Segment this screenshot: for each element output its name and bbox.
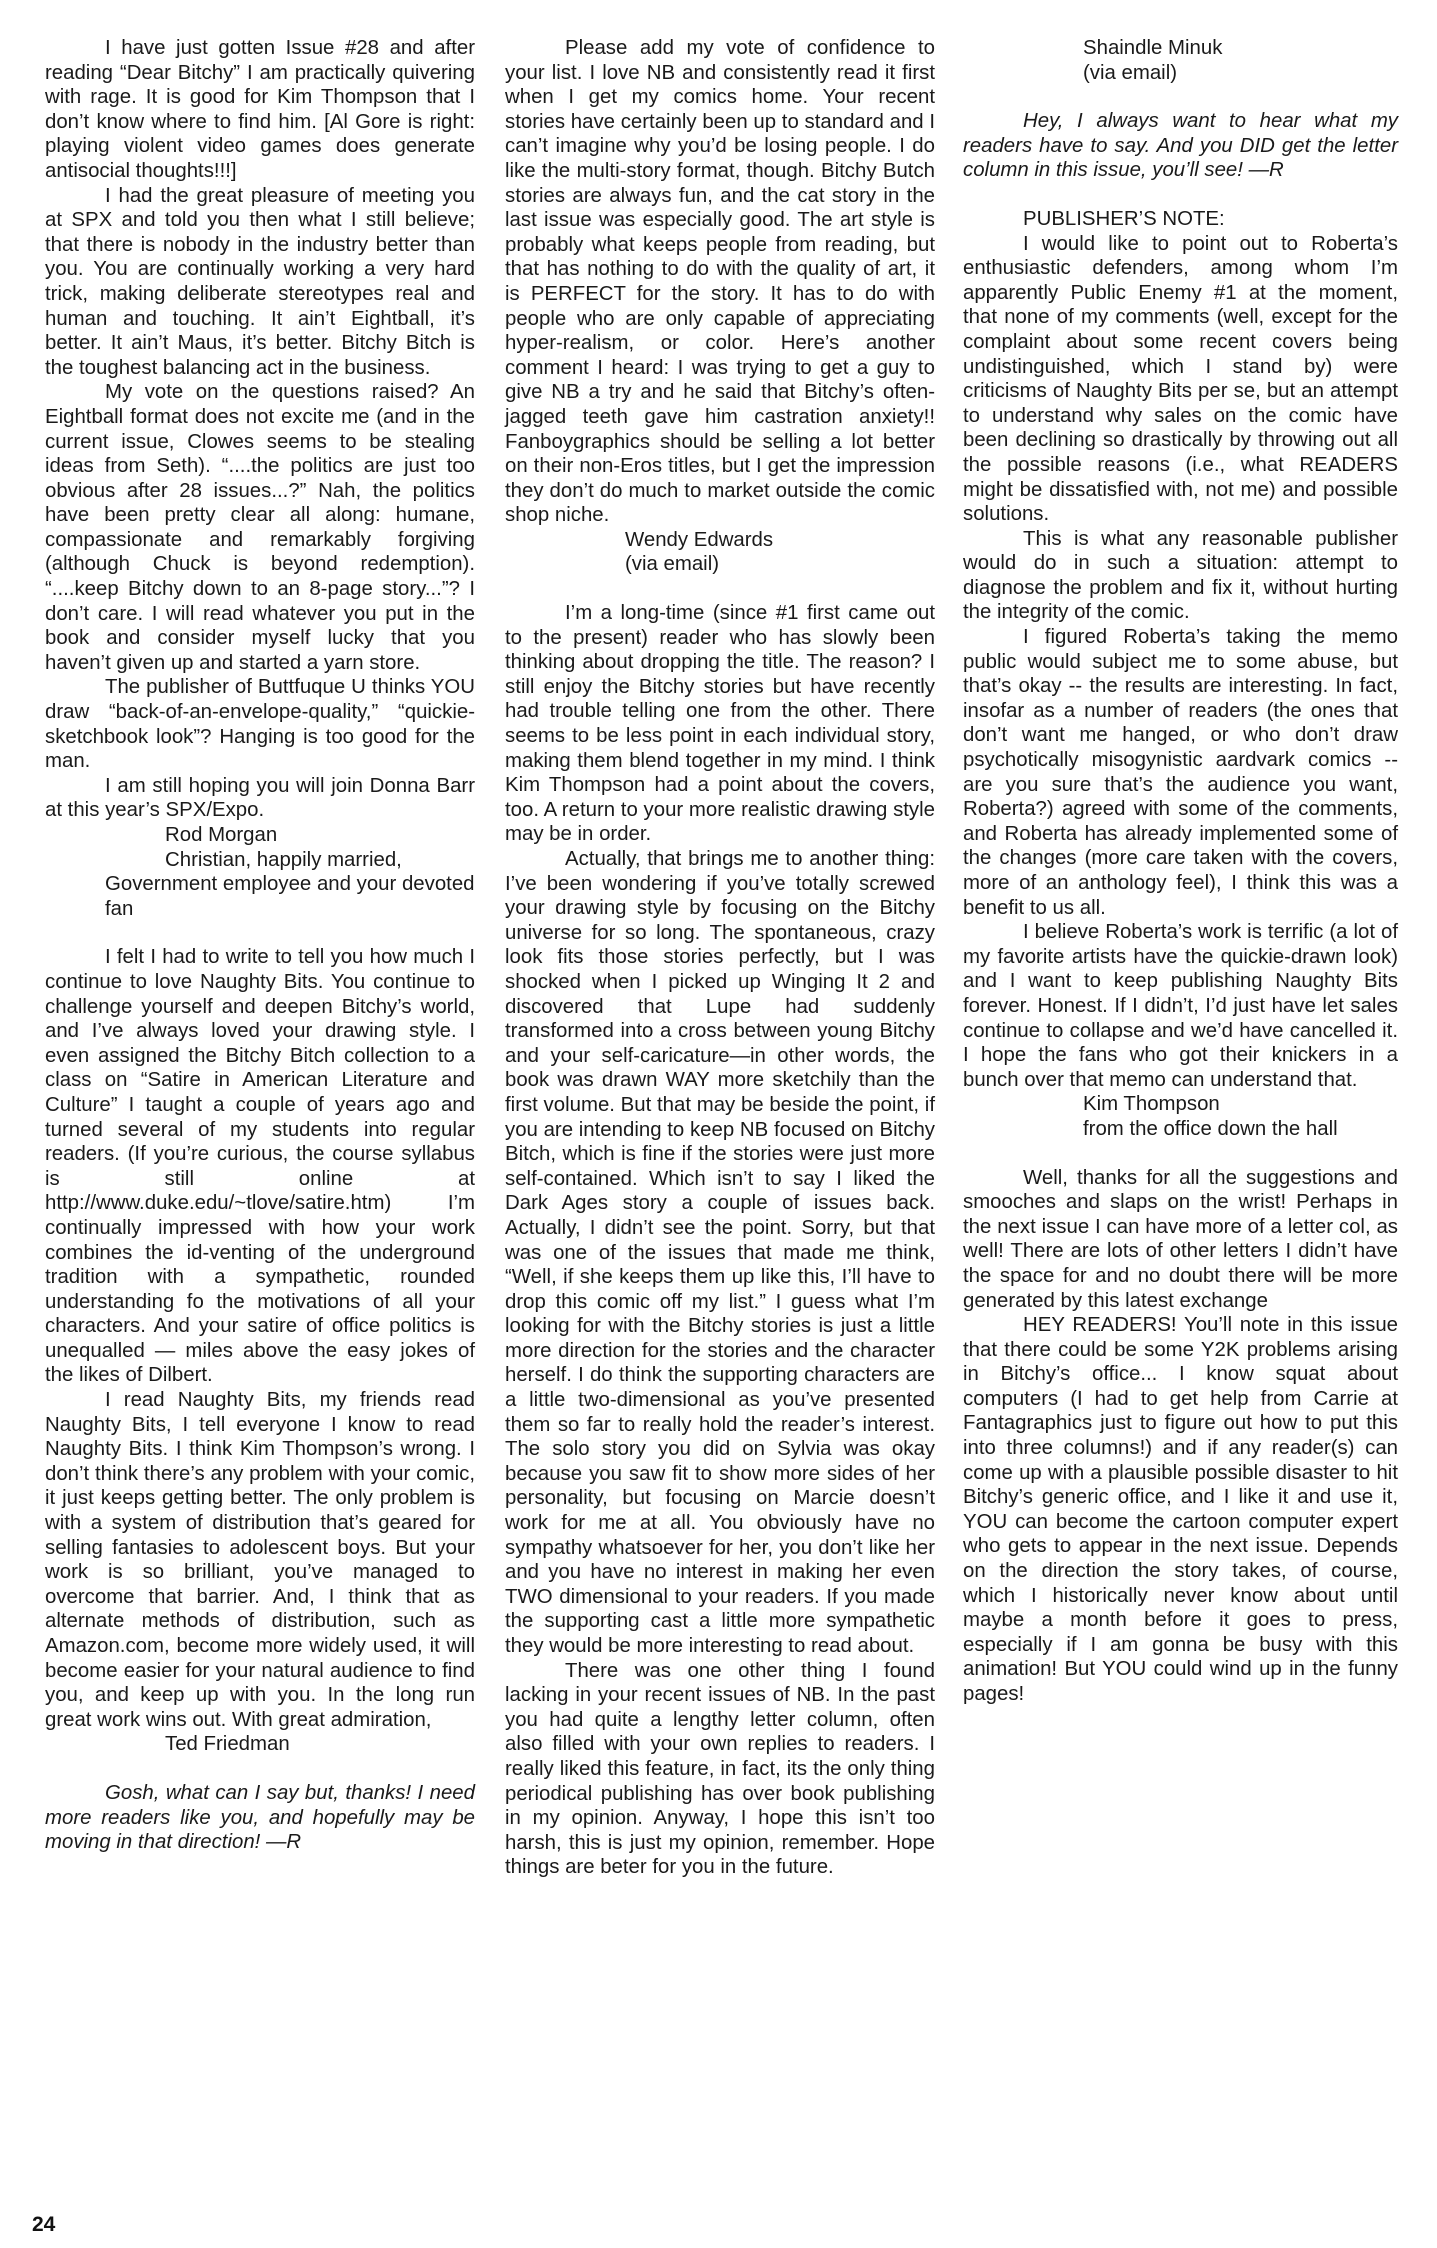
- letter-signature: Shaindle Minuk: [1083, 37, 1223, 59]
- letter-paragraph: My vote on the questions raised? An Eightball format does not excite me (and in the current issue, Clowes seems to be stealing ideas from Seth). “....the politics are just too obvious after 28 issues...?” Nah, the politics have been pretty clear all along: humane, compassionate and remarkably forgiving (although Chuck is beyond redemption). “....keep Bitchy down to an 8-page story...”? I don’t care. I will read whatever you put in the book and consider myself lucky that you haven’t given up and started a yarn store.: [45, 381, 475, 674]
- column-middle: [505, 36, 935, 1880]
- letter-signature: Rod Morgan: [165, 824, 278, 846]
- note-paragraph: I would like to point out to Roberta’s enthusiastic defenders, among whom I’m apparently Public Enemy #1 at the moment, that none of my comments (well, except for the complaint about some recent covers being undistinguished, which I stand by) were criticisms of Naughty Bits per se, but an attempt to understand why sales on the comic have been declining so drastically by throwing out all the possible reasons (i.e., what READERS might be dissatisfied with, not me) and possible solutions.: [963, 232, 1398, 526]
- letter-paragraph: Please add my vote of confidence to your list. I love NB and consistently read it first when I get my comics home. Your recent stories have certainly been up to standard and I can’t imagine why you’d be losing people. I do like the multi-story format, though. Bitchy Butch stories are always fun, and the cat story in the last issue was especially good. The art style is probably what keeps people from reading, but that has nothing to do with the quality of art, it is PERFECT for the story. It has to do with people who are only capable of appreciating hyper-realism, or color. Here’s another comment I heard: I was trying to get a guy to give NB a try and he said that Bitchy’s often-jagged teeth gave him castration anxiety!! Fanboygraphics should be selling a lot better on their non-Eros titles, but I get the impression they don’t do much to market outside the comic shop niche.: [505, 37, 935, 527]
- letter-separator: [45, 1757, 475, 1781]
- note-signature-note: from the office down the hall: [1083, 1117, 1338, 1140]
- letter-signature: Ted Friedman: [165, 1733, 290, 1756]
- letter-paragraph: I have just gotten Issue #28 and after reading “Dear Bitchy” I am practically quivering with rage. It is good for Kim Thompson that I don’t know where to find him. [Al Gore is right: playing violent video games does generate antisocial thoughts!!!]: [45, 37, 475, 182]
- letter-paragraph: I had the great pleasure of meeting you at SPX and told you then what I still believe; that there is nobody in the industry better than you. You are continually working a very hard trick, making deliberate stereotypes real and human and touching. It ain’t Eightball, it’s better. It ain’t Maus, it’s better. Bitchy Bitch is the toughest balancing act in the business.: [45, 184, 475, 379]
- editor-reply: Hey, I always want to hear what my readers have to say. And you DID get the letter column in this issue, you’ll see! —R: [963, 110, 1398, 182]
- editor-reply: Gosh, what can I say but, thanks! I need more readers like you, and hopefully may be moving in that direction! —R: [45, 1781, 475, 1854]
- letter-paragraph: I am still hoping you will join Donna Barr at this year’s SPX/Expo.: [45, 774, 475, 822]
- letter-separator: [963, 85, 1398, 109]
- note-paragraph: I figured Roberta’s taking the memo public would subject me to some abuse, but that’s okay -- the results are interesting. In fact, insofar as a number of readers (the ones that don’t want me hanged, or who don’t draw psychotically misogynistic aardvark comics -- are you sure that’s the audience you want, Roberta?) agreed with some of the comments, and Roberta has already implemented some of the changes (more care taken with the covers, more of an anthology feel), I think this was a benefit to us all.: [963, 626, 1398, 919]
- page-number: 24: [32, 2213, 56, 2236]
- note-paragraph: I believe Roberta’s work is terrific (a lot of my favorite artists have the quickie-drawn look) and I want to keep publishing Naughty Bits forever. Honest. If I didn’t, I’d just have let sales continue to collapse and we’d have cancelled it. I hope the fans who got their knickers in a bunch over that memo can understand that.: [963, 921, 1398, 1091]
- letter-signature-note: (via email): [625, 553, 720, 576]
- letter-separator: [505, 577, 935, 601]
- letter-separator: [963, 1142, 1398, 1166]
- column-right: [963, 36, 1398, 1707]
- letter-signature-note: Christian, happily married, Government employee and your devoted fan: [105, 848, 475, 920]
- letter-paragraph: I read Naughty Bits, my friends read Naughty Bits, I tell everyone I know to read Naughty Bits. I think Kim Thompson’s wrong. I don’t think there’s any problem with your comic, it just keeps getting better. The only problem is with a system of distribution that’s geared for selling fantasies to adolescent boys. But your work is so brilliant, you’ve managed to overcome that barrier. And, I think that as alternate methods of distribution, such as Amazon.com, become more widely used, it will become easier for your natural audience to find you, and keep up with you. In the long run great work wins out. With great admiration,: [45, 1389, 475, 1731]
- closing-paragraph: HEY READERS! You’ll note in this issue that there could be some Y2K problems arising in Bitchy’s office... I know squat about computers (I had to get help from Carrie at Fantagraphics just to figure out how to put this into three columns!) and if any reader(s) can come up with a plausible possible disaster to hit Bitchy’s generic office, and I like it and use it, YOU can become the cartoon computer expert who gets to appear in the next issue. Depends on the direction the story takes, of course, which I historically never know about until maybe a month before it goes to press, especially if I am gonna be busy with this animation! But YOU could wind up in the funny pages!: [963, 1314, 1398, 1705]
- letter-separator: [963, 183, 1398, 207]
- letter-paragraph: I’m a long-time (since #1 first came out to the present) reader who has slowly been thinking about dropping the title. The reason? I still enjoy the Bitchy stories but have recently had trouble telling one from the other. There seems to be less point in each individual story, making them blend together in my mind. I think Kim Thompson had a point about the covers, too. A return to your more realistic drawing style may be in order.: [505, 602, 935, 846]
- letter-paragraph: I felt I had to write to tell you how much I continue to love Naughty Bits. You continue to challenge yourself and deepen Bitchy’s world, and I’ve always loved your drawing style. I even assigned the Bitchy Bitch collection to a class on “Satire in American Literature and Culture” I taught a couple of years ago and turned several of my students into regular readers. (If you’re curious, the course syllabus is still online at http://www.duke.edu/~tlove/satire.htm) I’m continually impressed with how your work combines the id-venting of the underground tradition with a sympathetic, rounded understanding fo the motivations of all your characters. And your satire of office politics is unequalled — miles above the easy jokes of the likes of Dilbert.: [45, 946, 475, 1387]
- column-left: [45, 36, 475, 1855]
- publishers-note-heading: PUBLISHER’S NOTE:: [1023, 207, 1225, 230]
- letter-signature-note: (via email): [1083, 61, 1178, 84]
- letter-paragraph: The publisher of Buttfuque U thinks YOU draw “back-of-an-envelope-quality,” “quickie-sketchbook look”? Hanging is too good for the man.: [45, 676, 475, 773]
- note-paragraph: This is what any reasonable publisher would do in such a situation: attempt to diagnose the problem and fix it, without hurting the integrity of the comic.: [963, 527, 1398, 624]
- letter-paragraph: Actually, that brings me to another thing: I’ve been wondering if you’ve totally screwed your drawing style by focusing on the Bitchy universe for so long. The spontaneous, crazy look fits those stories perfectly, but I was shocked when I picked up Winging It 2 and discovered that Lupe had suddenly transformed into a cross between young Bitchy and your self-caricature—in other words, the book was drawn WAY more sketchily than the first volume. But that may be beside the point, if you are intending to keep NB focused on Bitchy Bitch, which is fine if the stories were just more self-contained. Which isn’t to say I liked the Dark Ages story a couple of issues back. Actually, I didn’t see the point. Sorry, but that was one of the issues that made me think, “Well, if she keeps them up like this, I’ll have to drop this comic off my list.” I guess what I’m looking for with the Bitchy stories is just a little more direction for the stories and the character herself. I do think the supporting characters are a little two-dimensional as you’ve presented them so far to really hold the reader’s interest. The solo story you did on Sylvia was okay because you saw fit to show more sides of her personality, but focusing on Marcie doesn’t work for me at all. You obviously have no sympathy whatsoever for her, you don’t like her and you have no interest in making her even TWO dimensional to your readers. If you made the supporting cast a little more sympathetic they would be more interesting to read about.: [505, 848, 935, 1657]
- note-signature: Kim Thompson: [1083, 1093, 1220, 1116]
- letter-signature: Wendy Edwards: [625, 528, 774, 551]
- letter-separator: [45, 921, 475, 945]
- closing-paragraph: Well, thanks for all the suggestions and smooches and slaps on the wrist! Perhaps in the next issue I can have more of a letter col, as well! There are lots of other letters I didn’t have the space for and no doubt there will be more generated by this latest exchange: [963, 1166, 1398, 1312]
- letter-paragraph: There was one other thing I found lacking in your recent issues of NB. In the past you had quite a lengthy letter column, often also filled with your own replies to readers. I really liked this feature, in fact, its the only thing periodical publishing has over book publishing in my opinion. Anyway, I hope this isn’t too harsh, this is just my opinion, remember. Hope things are beter for you in the future.: [505, 1659, 935, 1879]
